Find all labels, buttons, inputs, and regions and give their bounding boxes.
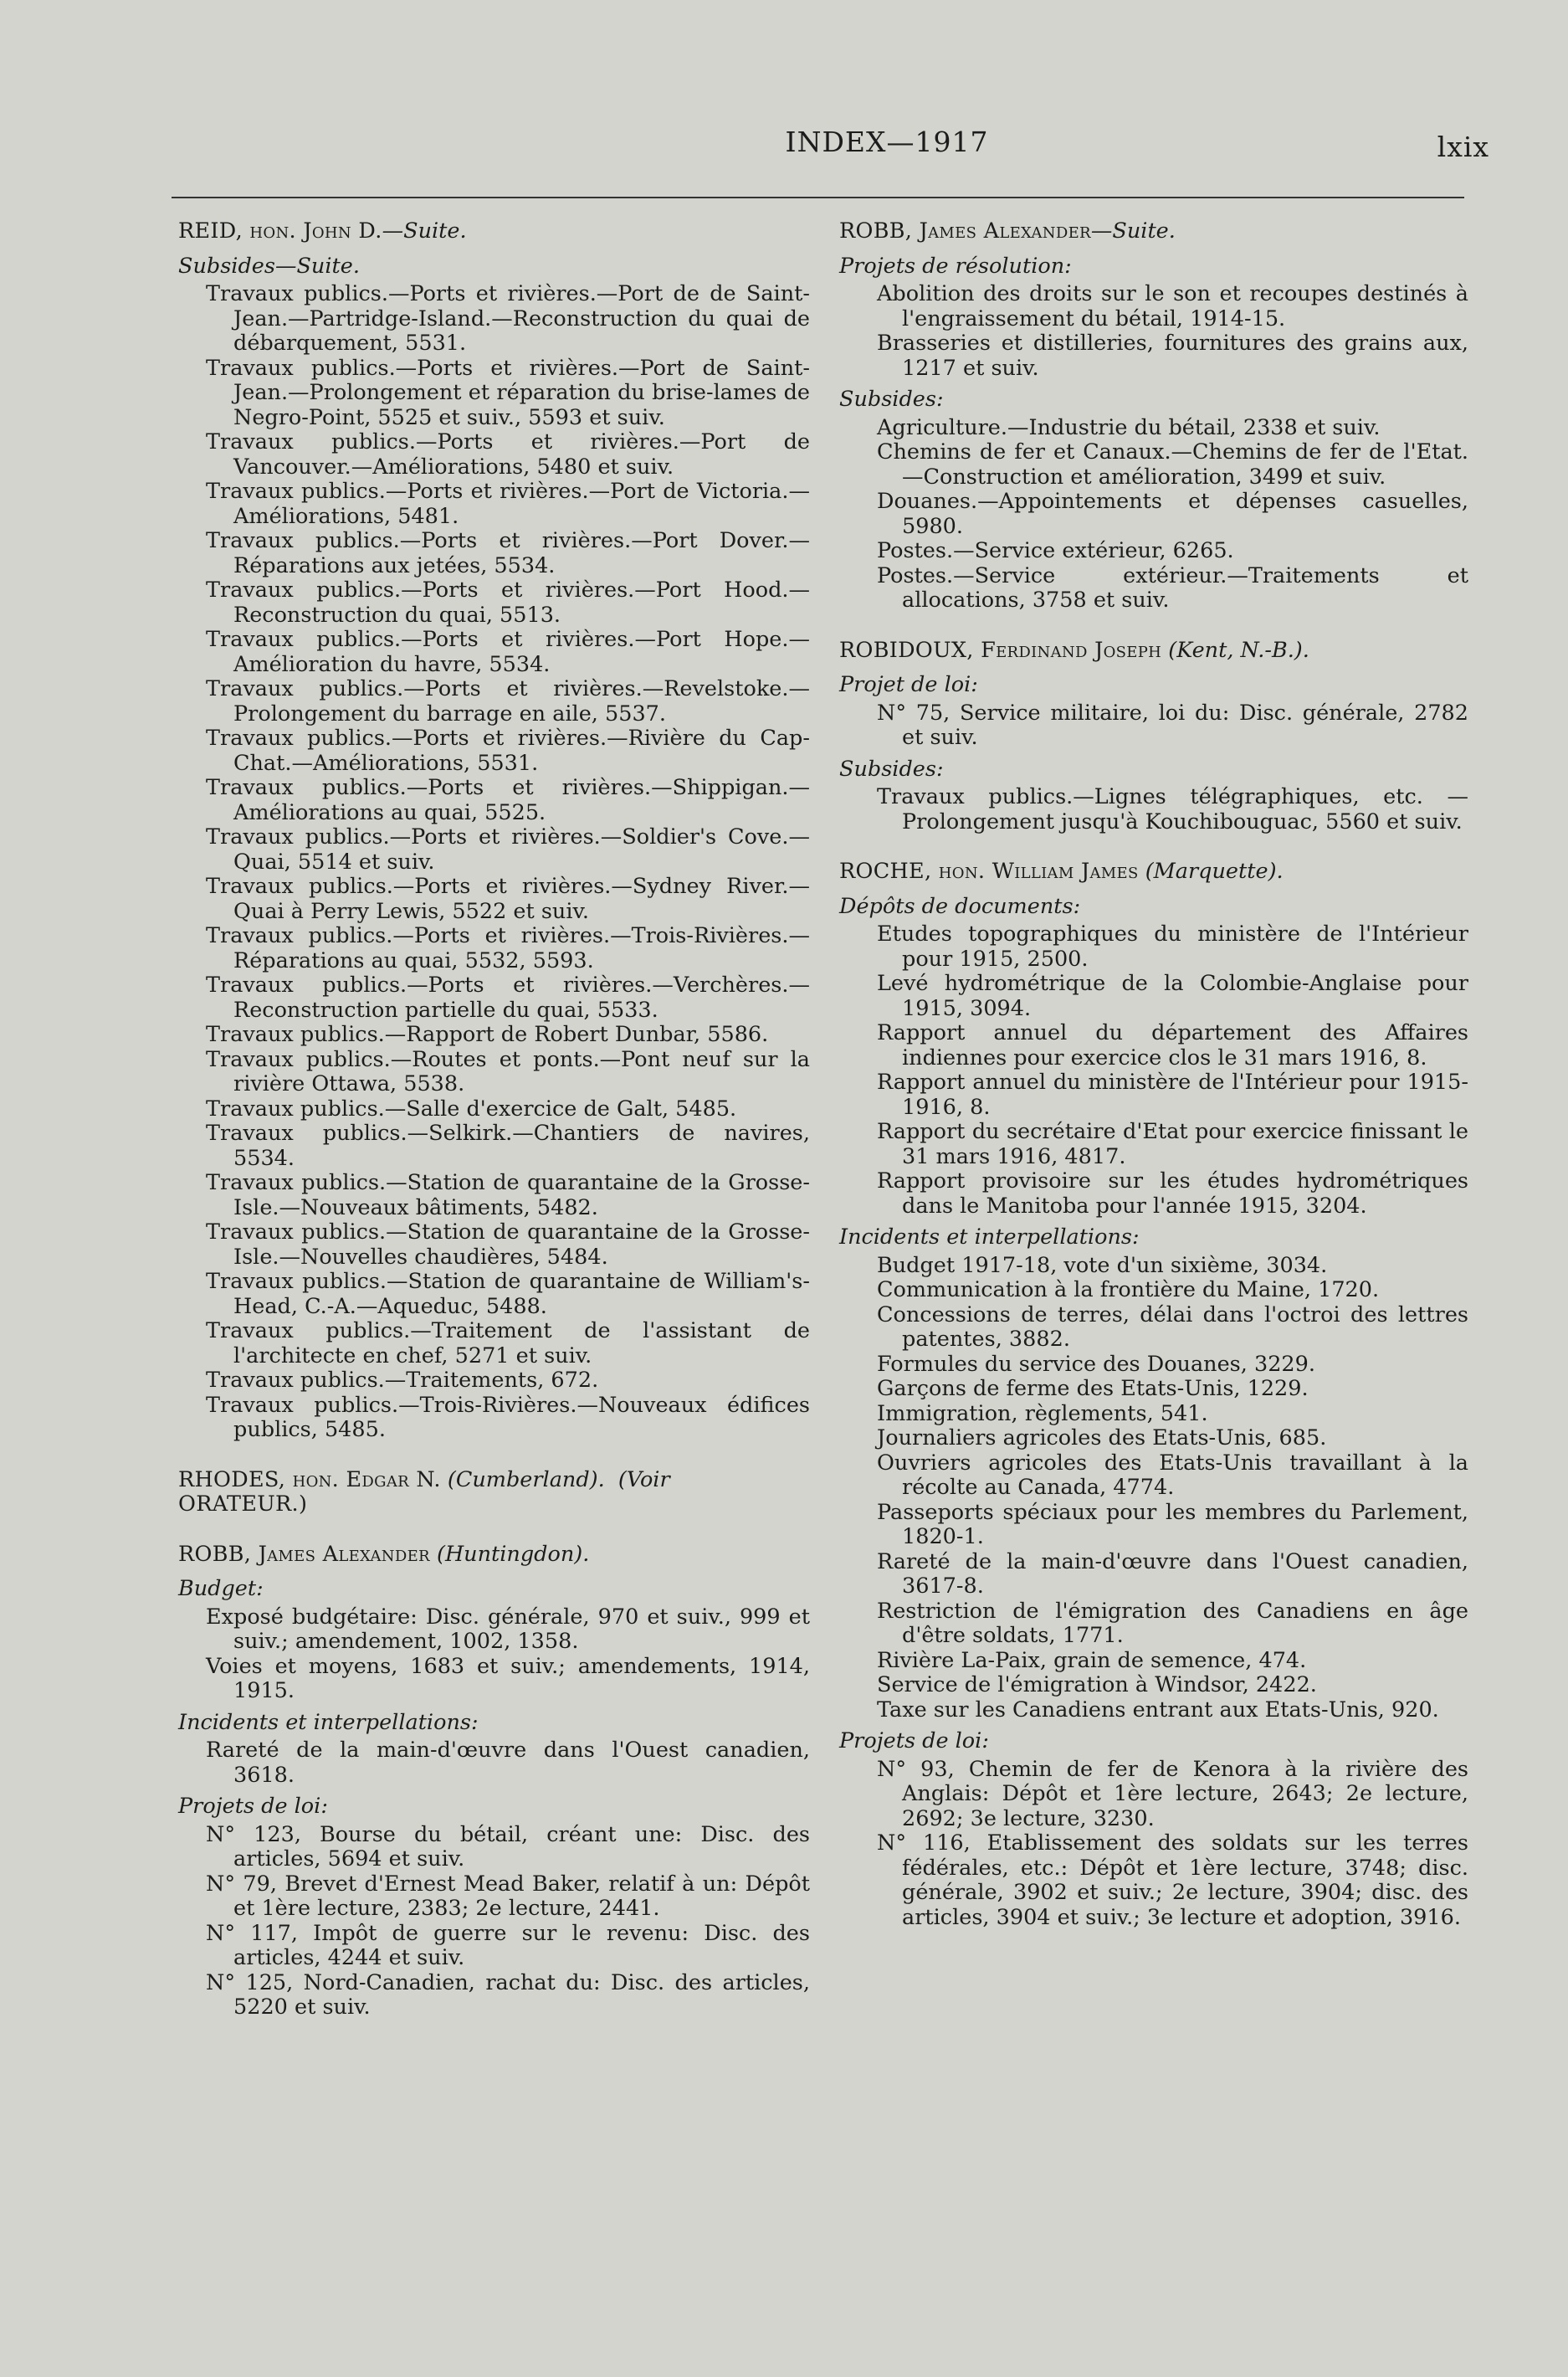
section-heading: Subsides: [839,756,944,782]
index-block-robb [178,1543,810,2020]
index-entry: Travaux publics.—Lignes télégraphiques, etc. —Prolongement jusqu'à Kouchibouguac, 5560 et suiv. [877,784,1468,834]
index-entry: N° 123, Bourse du bétail, créant une: Disc. des articles, 5694 et suiv. [206,1821,810,1871]
index-entry: N° 125, Nord-Canadien, rachat du: Disc. des articles, 5220 et suiv. [206,1969,810,2020]
running-header-title: INDEX—1917 [785,126,989,158]
index-entry: Concessions de terres, délai dans l'octroi des lettres patentes, 3882. [877,1301,1468,1352]
right-column [839,219,1468,1955]
index-entry: Travaux publics.—Station de quarantaine de William's-Head, C.-A.—Aqueduc, 5488. [206,1269,810,1319]
person-name: REID, hon. John D. [178,218,382,244]
index-entry: Travaux publics.—Ports et rivières.—Port de Vancouver.—Améliorations, 5480 et suiv. [206,429,810,480]
person-heading [839,219,1468,244]
entry-list [839,282,1468,381]
person-name: RHODES, hon. Edgar N. [178,1466,441,1492]
index-block-robidoux [839,639,1468,835]
section-heading: Incidents et interpellations: [839,1224,1140,1250]
index-entry: Travaux publics.—Ports et rivières.—Shippigan.—Améliorations au quai, 5525. [206,775,810,825]
suite-label: —Suite. [382,218,467,244]
index-entry: N° 75, Service militaire, loi du: Disc. générale, 2782 et suiv. [877,700,1468,750]
index-entry: Rareté de la main-d'œuvre dans l'Ouest canadien, 3617-8. [877,1548,1468,1599]
entry-list [178,1605,810,1704]
section-heading: Subsides: [839,387,944,412]
index-entry: Exposé budgétaire: Disc. générale, 970 et suiv., 999 et suiv.; amendement, 1002, 1358. [206,1604,810,1654]
index-entry: N° 117, Impôt de guerre sur le revenu: Disc. des articles, 4244 et suiv. [206,1920,810,1970]
index-entry: Travaux publics.—Ports et rivières.—Port de Victoria.—Améliorations, 5481. [206,479,810,529]
person-heading [178,1543,810,1568]
index-entry: Travaux publics.—Ports et rivières.—Revelstoke.—Prolongement du barrage en aile, 5537. [206,676,810,726]
person-heading [839,860,1468,885]
entry-list [839,701,1468,751]
index-entry: Rapport annuel du ministère de l'Intérieur pour 1915-1916, 8. [877,1070,1468,1120]
index-entry: Etudes topographiques du ministère de l'Intérieur pour 1915, 2500. [877,922,1468,972]
index-entry: Chemins de fer et Canaux.—Chemins de fer de l'Etat.—Construction et amélioration, 3499 et suiv. [877,439,1468,490]
index-entry: Formules du service des Douanes, 3229. [877,1351,1315,1377]
index-entry: Restriction de l'émigration des Canadiens en âge d'être soldats, 1771. [877,1598,1468,1648]
section-heading: Budget: [178,1576,264,1601]
index-entry: Rapport provisoire sur les études hydrométriques dans le Manitoba pour l'année 1915, 3204. [877,1168,1468,1219]
index-entry: Agriculture.—Industrie du bétail, 2338 et suiv. [877,414,1381,440]
entry-list [839,1254,1468,1723]
index-entry: Postes.—Service extérieur, 6265. [877,538,1234,563]
index-entry: Levé hydrométrique de la Colombie-Anglaise pour 1915, 3094. [877,971,1468,1021]
index-block-robb-suite [839,219,1468,614]
person-name: ROBB, James Alexander [178,1541,430,1567]
person-name: ROCHE, hon. William James [839,859,1139,884]
person-heading [178,1468,810,1517]
index-entry: Abolition des droits sur le son et recoupes destinés à l'engraissement du bétail, 1914-15. [877,281,1468,331]
index-entry: Travaux publics.—Salle d'exercice de Galt, 5485. [206,1096,737,1122]
index-entry: Immigration, règlements, 541. [877,1400,1208,1426]
index-entry: Travaux publics.—Ports et rivières.—Rivière du Cap-Chat.—Améliorations, 5531. [206,726,810,776]
index-entry: Voies et moyens, 1683 et suiv.; amendements, 1914, 1915. [206,1653,810,1703]
index-entry: Travaux publics.—Ports et rivières.—Soldier's Cove.—Quai, 5514 et suiv. [206,824,810,875]
index-entry: Passeports spéciaux pour les membres du Parlement, 1820-1. [877,1499,1468,1549]
index-entry: Rapport du secrétaire d'Etat pour exercice finissant le 31 mars 1916, 4817. [877,1119,1468,1169]
index-entry: Travaux publics.—Station de quarantaine de la Grosse-Isle.—Nouvelles chaudières, 5484. [206,1219,810,1270]
index-entry: Travaux publics.—Trois-Rivières.—Nouveaux édifices publics, 5485. [206,1392,810,1442]
section-heading: Dépôts de documents: [839,893,1081,919]
index-entry: Communication à la frontière du Maine, 1720. [877,1277,1380,1302]
index-entry: N° 79, Brevet d'Ernest Mead Baker, relatif à un: Dépôt et 1ère lecture, 2383; 2e lecture, 2441. [206,1871,810,1921]
person-name: ROBIDOUX, Ferdinand Joseph [839,637,1162,663]
index-entry: Rapport annuel du département des Affaires indiennes pour exercice clos le 31 mars 1916, 8. [877,1020,1468,1070]
index-entry: N° 116, Etablissement des soldats sur les terres fédérales, etc.: Dépôt et 1ère lecture, 3748; disc. générale, 3902 et suiv.; 2e lecture, 3904; disc. des articles, 3904 et suiv.; 3e lecture et adoption, 3916. [877,1830,1468,1930]
index-entry: Rivière La-Paix, grain de semence, 474. [877,1647,1307,1673]
index-entry: Garçons de ferme des Etats-Unis, 1229. [877,1376,1309,1401]
index-block-rhodes [178,1468,810,1517]
left-column [178,219,810,2046]
index-entry: Brasseries et distilleries, fournitures des grains aux, 1217 et suiv. [877,331,1468,381]
index-entry: Journaliers agricoles des Etats-Unis, 685. [877,1425,1327,1450]
index-block-reid [178,219,810,1443]
index-entry: Travaux publics.—Ports et rivières.—Port de de Saint-Jean.—Partridge-Island.—Reconstruction du quai de débarquement, 5531. [206,281,810,356]
entry-list [178,1823,810,2020]
index-entry: Travaux publics.—Ports et rivières.—Port de Saint-Jean.—Prolongement et réparation du brise-lames de Negro-Point, 5525 et suiv., 5593 et suiv. [206,355,810,430]
index-block-roche [839,860,1468,1930]
index-entry: Travaux publics.—Station de quarantaine de la Grosse-Isle.—Nouveaux bâtiments, 5482. [206,1170,810,1220]
see-label: (Voir [617,1466,670,1492]
section-heading: Incidents et interpellations: [178,1709,479,1735]
index-entry: Travaux publics.—Ports et rivières.—Trois-Rivières.—Réparations au quai, 5532, 5593. [206,923,810,973]
riding-name: (Huntingdon). [437,1541,590,1567]
section-heading: Projets de loi: [839,1728,989,1753]
section-heading: Projet de loi: [839,672,978,697]
index-entry: Travaux publics.—Ports et rivières.—Port Hope.—Amélioration du havre, 5534. [206,627,810,677]
index-entry: Travaux publics.—Traitements, 672. [206,1368,599,1393]
index-entry: Travaux publics.—Rapport de Robert Dunbar, 5586. [206,1022,769,1047]
index-entry: Postes.—Service extérieur.—Traitements et allocations, 3758 et suiv. [877,562,1468,613]
riding-name: (Cumberland). [447,1466,605,1492]
index-entry: Travaux publics.—Routes et ponts.—Pont neuf sur la rivière Ottawa, 5538. [206,1046,810,1096]
index-entry: Douanes.—Appointements et dépenses casuelles, 5980. [877,489,1468,539]
index-entry: Travaux publics.—Selkirk.—Chantiers de navires, 5534. [206,1121,810,1171]
index-entry: Travaux publics.—Ports et rivières.—Sydney River.—Quai à Perry Lewis, 5522 et suiv. [206,874,810,924]
riding-name: (Kent, N.-B.). [1168,637,1309,663]
page-number: lxix [1437,131,1489,163]
section-heading: Projets de résolution: [839,253,1072,279]
index-entry: Taxe sur les Canadiens entrant aux Etats-Unis, 920. [877,1697,1439,1722]
section-heading: Subsides—Suite. [178,253,360,279]
header-rule [172,197,1464,198]
person-heading [178,219,810,244]
suite-label: —Suite. [1090,218,1176,244]
index-entry: N° 93, Chemin de fer de Kenora à la rivière des Anglais: Dépôt et 1ère lecture, 2643; 2e lecture, 2692; 3e lecture, 3230. [877,1756,1468,1831]
entry-list [839,922,1468,1219]
riding-name: (Marquette). [1145,859,1284,884]
entry-list [839,416,1468,614]
person-name: ROBB, James Alexander [839,218,1091,244]
index-entry: Travaux publics.—Traitement de l'assistant de l'architecte en chef, 5271 et suiv. [206,1318,810,1368]
entry-list [839,785,1468,834]
entry-list [178,1738,810,1788]
entry-list [178,282,810,1443]
person-heading [839,639,1468,664]
index-entry: Rareté de la main-d'œuvre dans l'Ouest canadien, 3618. [206,1738,810,1788]
index-entry: Travaux publics.—Ports et rivières.—Port Hood.—Reconstruction du quai, 5513. [206,578,810,628]
index-entry: Service de l'émigration à Windsor, 2422. [877,1672,1317,1697]
index-entry: Travaux publics.—Ports et rivières.—Verchères.—Reconstruction partielle du quai, 5533. [206,973,810,1023]
index-entry: Budget 1917-18, vote d'un sixième, 3034. [877,1252,1328,1278]
index-entry: Travaux publics.—Ports et rivières.—Port Dover.—Réparations aux jetées, 5534. [206,528,810,578]
index-entry: Ouvriers agricoles des Etats-Unis travaillant à la récolte au Canada, 4774. [877,1450,1468,1500]
section-heading: Projets de loi: [178,1794,328,1819]
entry-list [839,1758,1468,1931]
cross-reference: ORATEUR.) [178,1491,308,1517]
